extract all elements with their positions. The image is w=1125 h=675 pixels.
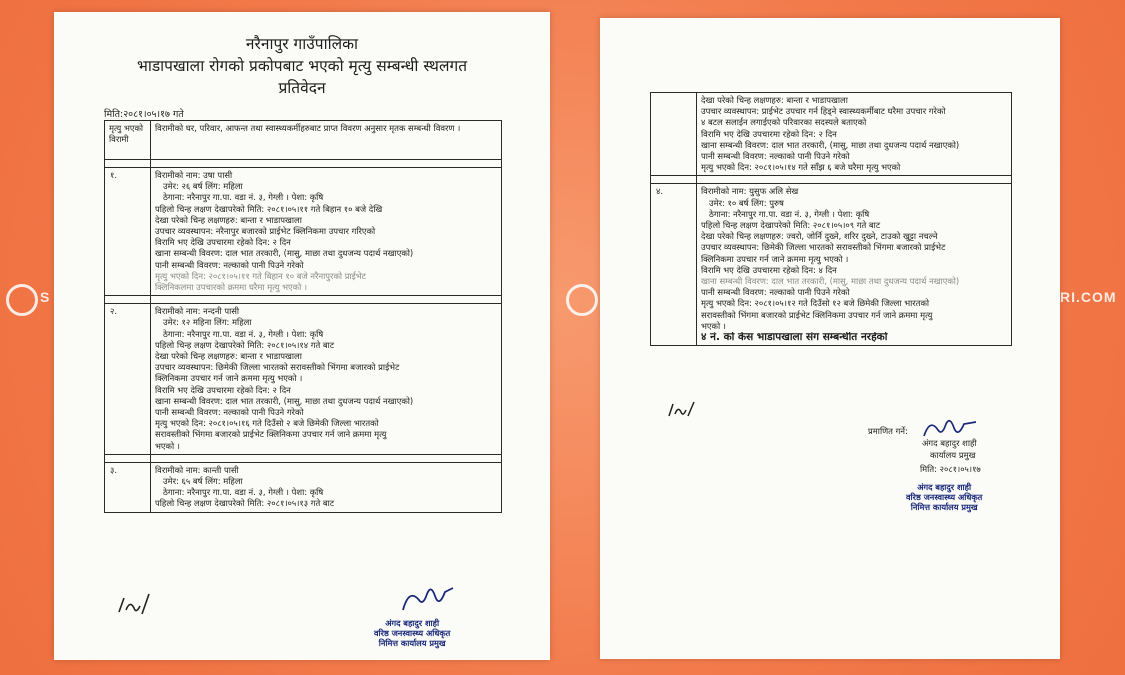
case-details: देखा परेको चिन्ह लक्षणहरु: बान्ता र भाडापखाला उपचार व्यवस्थापन: प्राईभेट उपचार गर्न हिड्ने स्वास्थ्यकर्मीबाट घरैमा उपचार गरेको ४ बटल सलाईन लगाईएको परिवारका सदस्यले बताएको विरामि भए देखि उपचारमा रहेको दिन: २ दिन खाना सम्बन्धी विवरण: दाल भात तरकारी, (मासु, माछा तथा दुधजन्य पदार्थ नखाएको) पानी सम्बन्धी विवरण: नल्काको पानी पिउने गरेको मृत्यु भएको दिन: २०८१।०५।१४ गते साँझ ६ बजे घरैमा मृत्यु भएको bbox=[697, 93, 1012, 176]
page-title-line3: प्रतिवेदन bbox=[278, 79, 326, 97]
watermark-text-right: RI.COM bbox=[1060, 289, 1117, 305]
initials-signature bbox=[666, 398, 696, 426]
case-4-note: ४ नं. को केस भाडापखाला संग सम्बन्धीत नरहेको bbox=[701, 332, 888, 344]
table-row-case-4 bbox=[651, 184, 1012, 346]
watermark-text-left: S bbox=[40, 289, 51, 305]
sign-date: मिति: २०८१।०५।१७ bbox=[920, 464, 981, 474]
signer-name: अंगद बहादुर शाही bbox=[922, 438, 977, 448]
case-number: ३. bbox=[105, 462, 151, 512]
page-title-line1: नरैनापुर गाउँपालिका bbox=[245, 35, 359, 53]
initials-signature bbox=[116, 590, 152, 624]
death-report-table bbox=[104, 120, 502, 513]
case-number: १. bbox=[105, 168, 151, 296]
official-stamp: अंगद बहादुर शाही वरिष्ठ जनस्वास्थ्य अधिकृत निमित्त कार्यालय प्रमुख bbox=[374, 618, 451, 648]
report-page-1 bbox=[54, 12, 550, 660]
certify-label: प्रमाणित गर्ने: bbox=[868, 426, 908, 436]
column-header-details: विरामीको घर, परिवार, आफन्त तथा स्वास्थ्यकर्मीहरुबाट प्राप्त विवरण अनुसार मृतक सम्बन्धी विवरण । bbox=[151, 121, 502, 160]
report-page-2 bbox=[600, 18, 1060, 659]
table-row-case-3-continued bbox=[651, 93, 1012, 176]
table-row-case-3 bbox=[105, 462, 502, 512]
watermark-logo-left bbox=[6, 284, 38, 316]
table-header-row bbox=[105, 121, 502, 160]
column-header-patient: मृत्यु भएको विरामी bbox=[105, 121, 151, 160]
signer-title: कार्यालय प्रमुख bbox=[930, 450, 976, 460]
page-title-line2: भाडापखाला रोगको प्रकोपबाट भएको मृत्यु सम्बन्धी स्थलगत bbox=[136, 57, 468, 75]
table-row-case-2 bbox=[105, 304, 502, 455]
watermark-logo-right bbox=[566, 284, 598, 316]
report-date: मिति:२०८१।०५।१७ गते bbox=[104, 109, 184, 120]
case-details: विरामीको नाम: युसुफ अलि सेख उमेर: १० बर्ष लिंग: पुरुष ठेगाना: नरैनापुर गा.पा. वडा नं. ३, गेग्ली । पेशा: कृषि पहिलो चिन्ह लक्षण देखापरेको मिति: २०८१।०५।०९ गते बाट देखा परेको चिन्ह लक्षणहरु: ज्वरो, जोर्नि दुख्ने, शरिर दुख्ने, टाउको खुट्टा नचल्ने उपचार व्यवस्थापन: छिमेकी जिल्ला भारतको सरावस्तीको भिंगमा बजारको प्राईभेट क्लिनिकमा उपचार गर्न जाने क्रममा मृत्यु भएको । विरामि भए देखि उपचारमा रहेको दिन: ४ दिन खाना सम्बन्धी विवरण: दाल भात तरकारी, (मासु, माछा तथा दुधजन्य पदार्थ नखाएको) पानी सम्बन्धी विवरण: नल्काको पानी पिउने गरेको मृत्यु भएको दिन: २०८१।०५।१२ गते दिउँसो १२ बजे छिमेकी जिल्ला भारतको सरावस्तीको भिंगमा बजारको प्राईभेट क्लिनिकमा उपचार गर्न जाने क्रममा मृत्यु भएको । ४ नं. को केस भाडापखाला संग सम्बन्धीत नरहेको bbox=[697, 184, 1012, 346]
case-details: विरामीको नाम: नन्दनी पासी उमेर: १२ महिना लिंग: महिला ठेगाना: नरैनापुर गा.पा. वडा नं. ३, गेग्ली । पेशा: कृषि पहिलो चिन्ह लक्षण देखापरेको मिति: २०८१।०५।१४ गते बाट देखा परेको चिन्ह लक्षणहरु: बान्ता र भाडापखाला उपचार व्यवस्थापन: छिमेकी जिल्ला भारतको सरावस्तीको भिंगमा बजारको प्राईभेट क्लिनिकमा उपचार गर्न जाने क्रममा मृत्यु भएको । विरामि भए देखि उपचारमा रहेको दिन: २ दिन खाना सम्बन्धी विवरण: दाल भात तरकारी, (मासु, माछा तथा दुधजन्य पदार्थ नखाएको) पानी सम्बन्धी विवरण: नल्काको पानी पिउने गरेको मृत्यु भएको दिन: २०८१।०५।१६ गते दिउँसो २ बजे छिमेकी जिल्ला भारतको सरावस्तीको भिंगमा बजारको प्राईभेट क्लिनिकमा उपचार गर्न जाने क्रममा मृत्यु भएको । bbox=[151, 304, 502, 455]
table-row-case-1 bbox=[105, 168, 502, 296]
official-stamp: अंगद बहादुर शाही वरिष्ठ जनस्वास्थ्य अधिकृत निमित्त कार्यालय प्रमुख bbox=[906, 482, 983, 512]
case-details: विरामीको नाम: कान्ती पासी उमेर: ६५ बर्ष लिंग: महिला ठेगाना: नरैनापुर गा.पा. वडा नं. ३, गेग्ली । पेशा: कृषि पहिलो चिन्ह लक्षण देखापरेको मिति: २०८१।०५।१३ गते बाट bbox=[151, 462, 502, 512]
death-report-table-continued bbox=[650, 92, 1012, 346]
handwritten-signature bbox=[399, 582, 459, 620]
case-number: ४. bbox=[651, 184, 697, 346]
case-number: २. bbox=[105, 304, 151, 455]
case-details: विरामीको नाम: उषा पासी उमेर: २६ बर्ष लिंग: महिला ठेगाना: नरैनापुर गा.पा. वडा नं. ३, गेग्ली । पेशा: कृषि पहिलो चिन्ह लक्षण देखापरेको मिति: २०८१।०५।११ गते बिहान १० बजे देखि देखा परेको चिन्ह लक्षणहरु: बान्ता र भाडापखाला उपचार व्यवस्थापन: नरैनापुर बजारको प्राईभेट क्लिनिकमा उपचार गरिएको विरामि भए देखि उपचारमा रहेको दिन: २ दिन खाना सम्बन्धी विवरण: दाल भात तरकारी, (मासु, माछा तथा दुधजन्य पदार्थ नखाएको) पानी सम्बन्धी विवरण: नल्काको पानी पिउने गरेको मृत्यु भएको दिन: २०८१।०५।११ गते बिहान १० बजे नरैनापुरको प्राईभेट क्लिनिकलमा उपचारको क्रममा घरैमा मृत्यु भएको । bbox=[151, 168, 502, 296]
